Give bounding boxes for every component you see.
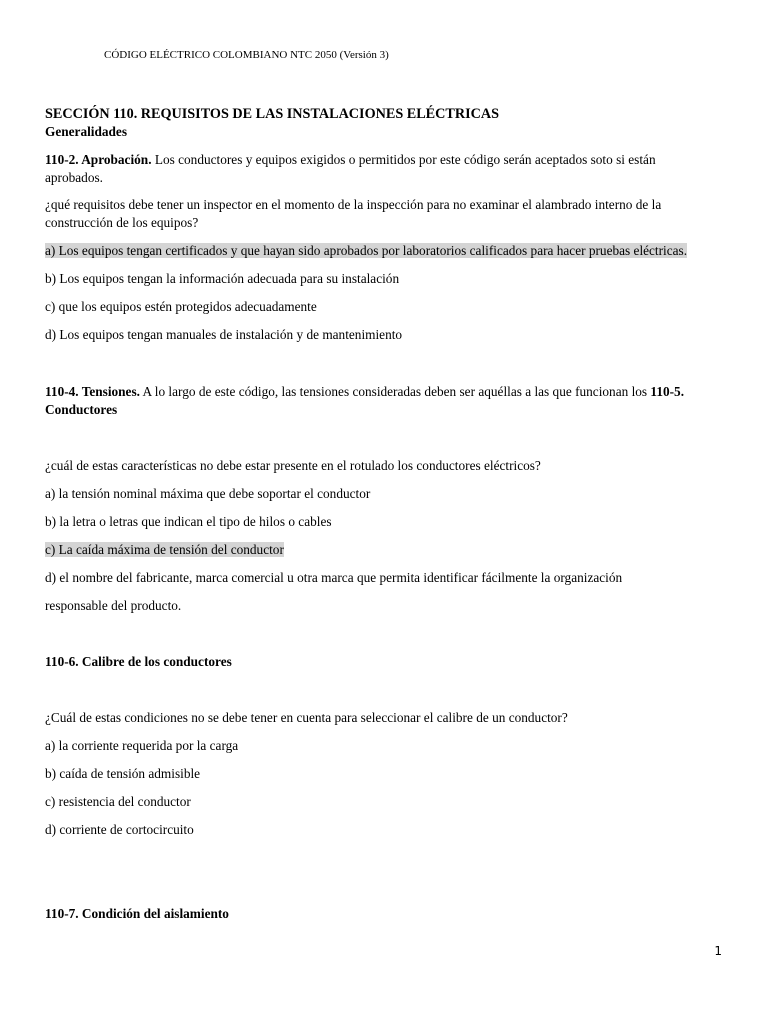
paragraph-110-4	[45, 383, 728, 401]
option-110-2-b: b) Los equipos tengan la información adecuada para su instalación	[45, 271, 400, 286]
page-header: CÓDIGO ELÉCTRICO COLOMBIANO NTC 2050 (Versión 3)	[104, 49, 389, 61]
option-110-2-d: d) Los equipos tengan manuales de instalación y de mantenimiento	[45, 327, 403, 342]
answer-highlight: c) La caída máxima de tensión del conductor	[45, 542, 284, 557]
heading-110-5-cont: Conductores	[45, 402, 118, 417]
heading-110-4: 110-4. Tensiones.	[45, 384, 140, 399]
question-110-6: ¿Cuál de estas condiciones no se debe tener en cuenta para seleccionar el calibre de un conductor?	[45, 710, 568, 725]
option-110-5-d: d) el nombre del fabricante, marca comercial u otra marca que permita identificar fácilmente la organización	[45, 570, 623, 585]
paragraph-110-2	[45, 151, 728, 169]
section-title: SECCIÓN 110. REQUISITOS DE LAS INSTALACIONES ELÉCTRICAS	[45, 106, 500, 122]
heading-110-6: 110-6. Calibre de los conductores	[45, 654, 232, 669]
option-110-6-b: b) caída de tensión admisible	[45, 766, 201, 781]
option-110-6-a: a) la corriente requerida por la carga	[45, 738, 239, 753]
option-110-6-d: d) corriente de cortocircuito	[45, 822, 194, 837]
page-number: 1	[714, 944, 722, 958]
option-110-2-c: c) que los equipos estén protegidos adecuadamente	[45, 299, 317, 314]
heading-110-7: 110-7. Condición del aislamiento	[45, 906, 229, 921]
option-110-2-a	[45, 242, 728, 260]
paragraph-110-2-text: Los conductores y equipos exigidos o permitidos por este código serán aceptados soto si están	[151, 152, 656, 167]
paragraph-110-4-text: A lo largo de este código, las tensiones consideradas deben ser aquéllas a las que funcionan los	[139, 384, 651, 399]
option-110-5-b: b) la letra o letras que indican el tipo de hilos o cables	[45, 514, 332, 529]
paragraph-110-2-cont: aprobados.	[45, 170, 103, 185]
option-110-5-a: a) la tensión nominal máxima que debe soportar el conductor	[45, 486, 371, 501]
question-110-5: ¿cuál de estas características no debe estar presente en el rotulado los conductores eléctricos?	[45, 458, 541, 473]
question-110-2: ¿qué requisitos debe tener un inspector en el momento de la inspección para no examinar el alambrado interno de la	[45, 197, 662, 212]
option-110-5-c	[45, 541, 728, 559]
option-110-6-c: c) resistencia del conductor	[45, 794, 191, 809]
heading-110-2: 110-2. Aprobación.	[45, 152, 152, 167]
option-110-5-d-cont: responsable del producto.	[45, 598, 182, 613]
answer-highlight: a) Los equipos tengan certificados y que hayan sido aprobados por laboratorios calificados para hacer pruebas eléctricas.	[45, 243, 688, 258]
subsection-title: Generalidades	[45, 124, 127, 139]
question-110-2-cont: construcción de los equipos?	[45, 215, 199, 230]
heading-110-5: 110-5.	[650, 384, 685, 399]
